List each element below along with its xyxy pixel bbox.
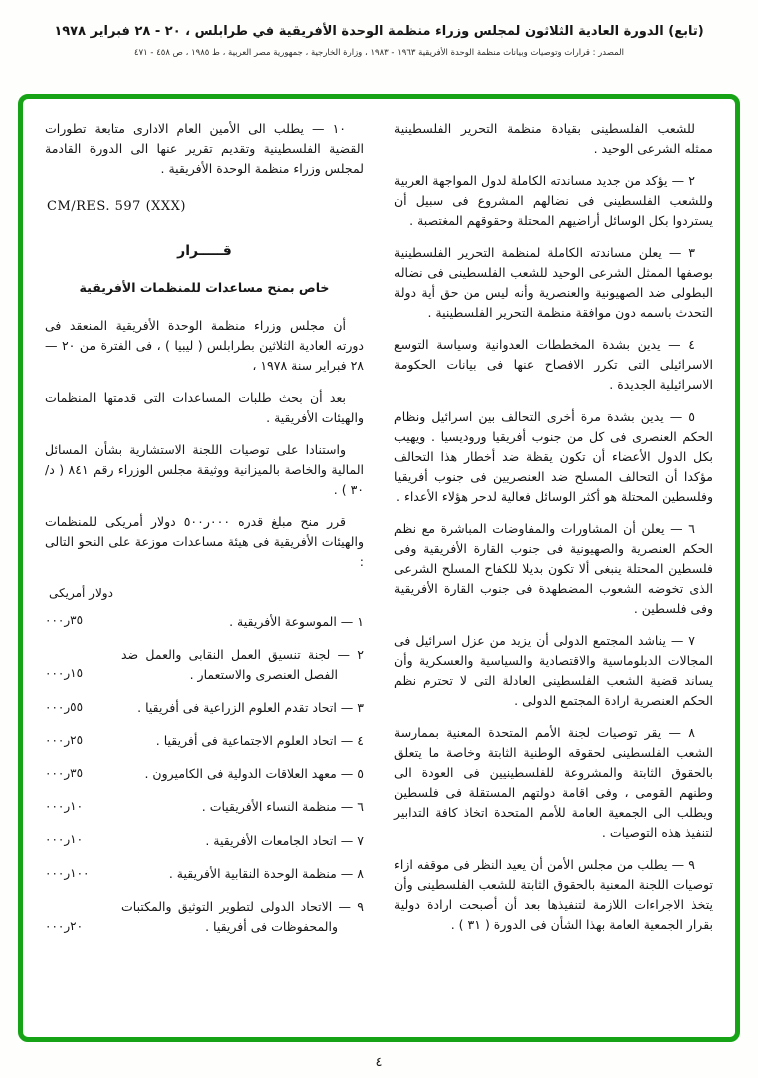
grant-row-8 (45, 864, 364, 884)
preamble-paragraph-1: أن مجلس وزراء منظمة الوحدة الأفريقية المنعقد فى دورته العادية الثلاثين بطرابلس ( ليبيا ) ، فى الفترة من ٢٠ — ٢٨ فبراير سنة ١٩٧٨ ، (45, 318, 364, 374)
resolution-point-7: ٧ — يناشد المجتمع الدولى أن يزيد من عزل اسرائيل فى المجالات الدبلوماسية والاقتصادية والسياسية والعسكرية وأن يساند قضية الشعب الفلسطينى العادلة التى لا تحترم نظم الحكم العنصرية ارادة المجتمع الدولى . (394, 633, 713, 708)
resolution-subtitle: خاص بمنح مساعدات للمنظمات الأفريقية (79, 280, 330, 296)
grant-row-9 (45, 897, 364, 937)
resolution-point-2: ٢ — يؤكد من جديد مساندته الكاملة لدول المواجهة العربية وللشعب الفلسطينى فى نضالهم المشروع فى سبيل أن يستردوا بكل الوسائل أراضيهم المحتلة وحقوقهم المغتصبة . (394, 173, 713, 228)
grant-row-5 (45, 764, 364, 784)
document-source-line: المصدر : قرارات وتوصيات وبيانات منظمة الوحدة الأفريقية ١٩٦٣ - ١٩٨٣ ، وزارة الخارجية ، جمهورية مصر العربية ، ط ١٩٨٥ ، ص ٤٥٨ - ٤٧١ (134, 48, 624, 58)
grant-label: ٢ — لجنة تنسيق العمل النقابى والعمل ضد الفصل العنصرى والاستعمار . (121, 646, 364, 682)
grant-row-3 (45, 698, 364, 718)
page-header (30, 24, 728, 58)
grant-amount: ١٠ر٠٠٠ (45, 832, 84, 847)
grant-row-2 (45, 645, 364, 685)
resolution-point-8: ٨ — يقر توصيات لجنة الأمم المتحدة المعنية بممارسة الشعب الفلسطينى لحقوقه الوطنية الثابتة وخاصة ما يتعلق بالحقوق الثابتة والمشروعة للفلسطينيين فى العودة الى وطنهم القومى ، وفى اقامة دولتهم المستقلة فى فلسطين ويطلب الى الجمعية العامة للأمم المتحدة اتخاذ كافة التدابير لتنفيذ هذه التوصيات . (394, 725, 713, 840)
preamble-paragraph-3: واستنادا على توصيات اللجنة الاستشارية بشأن المسائل المالية والخاصة بالميزانية ووثيقة مجلس الوزراء رقم ٨٤١ ( د/٣٠ ) . (45, 442, 364, 498)
grant-label: ٧ — اتحاد الجامعات الأفريقية . (205, 832, 364, 848)
preamble-paragraph-2: بعد أن بحث طلبات المساعدات التى قدمتها المنظمات والهيئات الأفريقية . (45, 390, 364, 426)
grant-amount: ٢٠ر٠٠٠ (45, 918, 84, 933)
grant-amount: ٢٥ر٠٠٠ (45, 732, 84, 747)
resolution-point-5: ٥ — يدين بشدة مرة أخرى التحالف بين اسرائيل ونظام الحكم العنصرى فى كل من جنوب أفريقيا وروديسيا . ويهيب بكل الدول الأعضاء أن تكون يقظة ضد أخطار هذا التحالف مؤكدا أن التحالف المسلح ضد العنصريين فى جنوب أفريقيا وفلسطين المحتلة هو أكثر الوسائل فعالية لدحر هؤلاء الأعداء . (394, 409, 713, 504)
left-column (45, 119, 364, 1023)
resolution-point-4: ٤ — يدين بشدة المخططات العدوانية وسياسة التوسع الاسرائيلى التى تكرر الافصاح عنها فى بيانات الحكومة الاسرائيلية الجديدة . (394, 337, 713, 392)
grant-amount: ٣٥ر٠٠٠ (45, 765, 84, 780)
grant-label: ٣ — اتحاد تقدم العلوم الزراعية فى أفريقيا . (137, 699, 364, 715)
grant-label: ٦ — منظمة النساء الأفريقيات . (201, 799, 364, 815)
resolution-point-9: ٩ — يطلب من مجلس الأمن أن يعيد النظر فى موقفه ازاء توصيات اللجنة المعنية بالحقوق الثابتة للشعب الفلسطينى وأن يتخذ الاجراءات اللازمة لتنفيذها بعد أن أصبحت ارادة دولية بقرار الجمعية العامة بهذا الشأن فى الدورة ( ٣١ ) . (394, 857, 713, 932)
grant-label: ١ — الموسوعة الأفريقية . (229, 613, 364, 629)
grant-row-6 (45, 797, 364, 817)
grant-amount: ١٠ر٠٠٠ (45, 799, 84, 814)
resolution-point-3: ٣ — يعلن مساندته الكاملة لمنظمة التحرير الفلسطينية بوصفها الممثل الشرعى الوحيد للشعب الفلسطينى فى نضاله البطولى ضد الصهيونية والعنصرية وأنه ليس من حق أية دولة التحدث باسمه دون موافقة منظمة التحرير الفلسطينية . (394, 245, 713, 320)
grant-amount: ٥٥ر٠٠٠ (45, 699, 84, 714)
resolution-point-6: ٦ — يعلن أن المشاورات والمفاوضات المباشرة مع نظم الحكم العنصرية والصهيونية فى جنوب القارة الأفريقية وفى فلسطين المحتلة ينبغى ألا تكون بديلا للكفاح المسلح الشرعى الذى تخوضه الشعوب المضطهدة فى جنوب القارة الأفريقية وفى فلسطين . (394, 521, 713, 616)
grant-amount: ١٠٠ر٠٠٠ (45, 865, 90, 880)
grant-amount: ١٥ر٠٠٠ (45, 666, 84, 681)
text-columns (45, 119, 713, 1023)
resolution-point-1-continuation: للشعب الفلسطينى بقيادة منظمة التحرير الفلسطينية ممثله الشرعى الوحيد . (394, 121, 713, 156)
grant-amount: ٣٥ر٠٠٠ (45, 613, 84, 628)
currency-column-header: دولار أمريكى (49, 586, 113, 601)
right-column (394, 119, 713, 1023)
resolution-number: CM/RES. 597 (XXX) (47, 199, 186, 214)
grants-table (45, 584, 364, 937)
grant-label: ٤ — اتحاد العلوم الاجتماعية فى أفريقيا . (155, 732, 364, 748)
grant-row-1 (45, 611, 364, 631)
green-border-frame (18, 94, 740, 1042)
grant-label: ٨ — منظمة الوحدة النقابية الأفريقية . (168, 865, 364, 881)
resolution-heading: قـــــرار (177, 242, 232, 259)
page-number: ٤ (375, 1055, 383, 1070)
grant-label: ٩ — الاتحاد الدولى لتطوير التوثيق والمكتبات والمحفوظات فى أفريقيا . (121, 898, 364, 934)
document-title: (تابع) الدورة العادية الثلاثون لمجلس وزراء منظمة الوحدة الأفريقية في طرابلس ، ٢٠ - ٢٨ فبراير ١٩٧٨ (54, 24, 704, 39)
grant-row-7 (45, 830, 364, 850)
resolution-point-10: ١٠ — يطلب الى الأمين العام الادارى متابعة تطورات القضية الفلسطينية وتقديم تقرير عنها الى الدورة القادمة لمجلس وزراء منظمة الوحدة الأفريقية . (45, 121, 364, 176)
grant-label: ٥ — معهد العلاقات الدولية فى الكاميرون . (144, 766, 364, 782)
operative-paragraph: قرر منح مبلغ قدره ٠٠٠ر٥٠٠ دولار أمريكى للمنظمات والهيئات الأفريقية فى هيئة مساعدات موزعة على النحو التالى : (45, 514, 364, 570)
grant-row-4 (45, 731, 364, 751)
